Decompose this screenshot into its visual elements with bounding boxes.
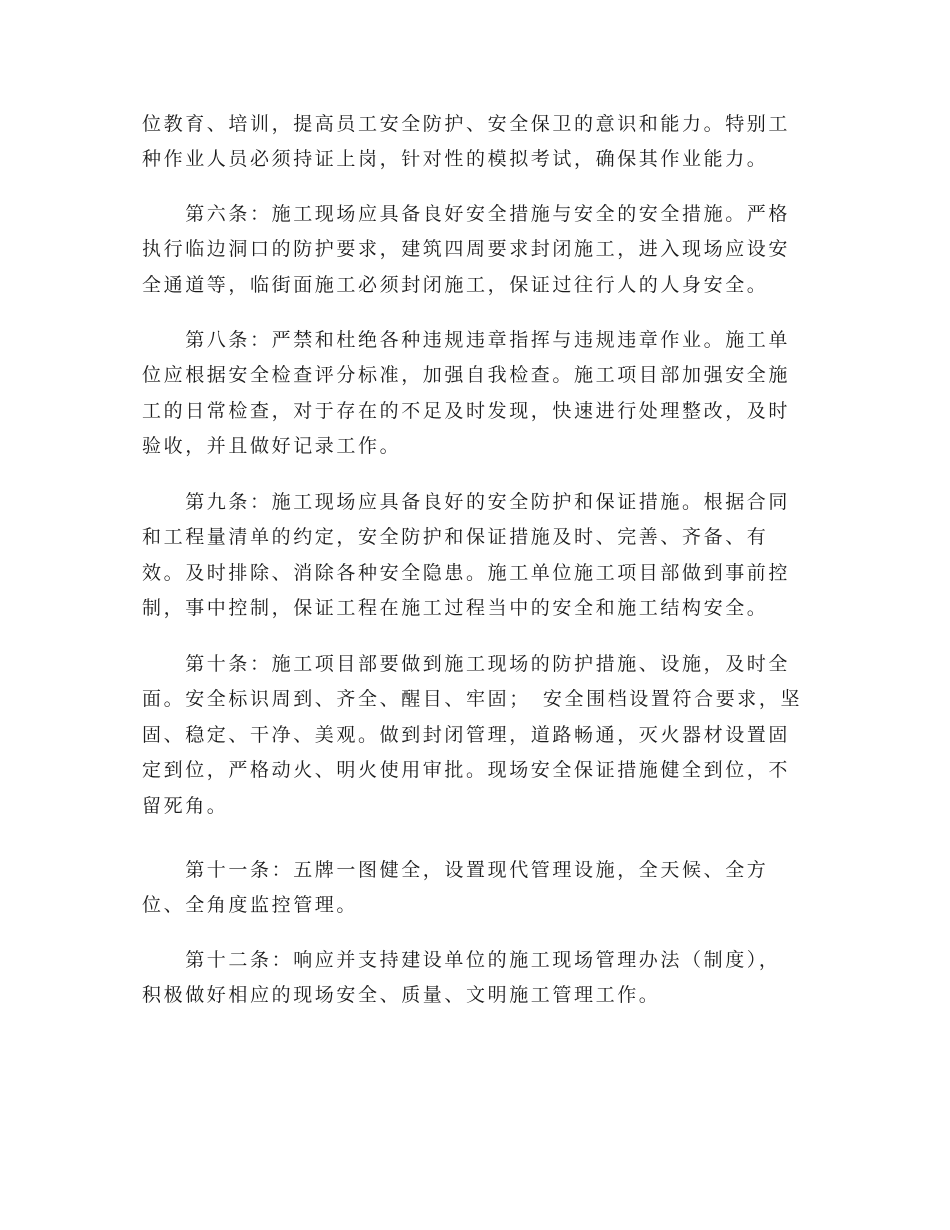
paragraph-line: 位教育、培训，提高员工安全防护、安全保卫的意识和能力。特别工 [142,113,791,135]
paragraph-line: 第九条：施工现场应具备良好的安全防护和保证措施。根据合同 [142,491,791,513]
paragraph-line: 第十二条：响应并支持建设单位的施工现场管理办法（制度）， [142,949,781,971]
paragraph-line: 验收，并且做好记录工作。 [142,435,402,458]
paragraph-line: 和工程量清单的约定，安全防护和保证措施及时、完善、齐备、有 [142,526,769,549]
paragraph-line: 留死角。 [142,794,229,817]
paragraph-article-8 [142,323,808,465]
paragraph-line: 第十一条：五牌一图健全，设置现代管理设施，全天候、全方 [142,859,769,881]
paragraph-article-6 [142,197,808,303]
paragraph-line: 第十条：施工项目部要做到施工现场的防护措施、设施，及时全 [142,653,791,675]
paragraph-line: 固、稳定、干净、美观。做到封闭管理，道路畅通，灭火器材设置固 [142,723,791,746]
paragraph-article-10 [142,647,808,824]
paragraph-line: 种作业人员必须持证上岗，针对性的模拟考试，确保其作业能力。 [142,148,769,171]
paragraph-article-12 [142,943,808,1014]
paragraph-line: 第八条：严禁和杜绝各种违规违章指挥与违规违章作业。施工单 [142,329,791,351]
paragraph-article-11 [142,853,808,924]
paragraph-continuation [142,107,808,178]
paragraph-line: 积极做好相应的现场安全、质量、文明施工管理工作。 [142,984,661,1007]
paragraph-line: 工的日常检查，对于存在的不足及时发现，快速进行处理整改，及时 [142,399,791,422]
paragraph-article-9 [142,485,808,627]
paragraph-line: 面。安全标识周到、齐全、醒目、牢固； 安全围档设置符合要求，坚 [142,688,803,711]
paragraph-line: 效。及时排除、消除各种安全隐患。施工单位施工项目部做到事前控 [142,561,791,584]
paragraph-line: 制，事中控制，保证工程在施工过程当中的安全和施工结构安全。 [142,597,769,620]
paragraph-line: 第六条：施工现场应具备良好安全措施与安全的安全措施。严格 [142,203,791,225]
paragraph-line: 位、全角度监控管理。 [142,894,359,917]
paragraph-line: 定到位，严格动火、明火使用审批。现场安全保证措施健全到位，不 [142,759,791,782]
paragraph-line: 位应根据安全检查评分标准，加强自我检查。施工项目部加强安全施 [142,364,791,387]
paragraph-line: 执行临边洞口的防护要求，建筑四周要求封闭施工，进入现场应设安 [142,238,791,261]
paragraph-line: 全通道等，临街面施工必须封闭施工，保证过往行人的人身安全。 [142,273,769,296]
